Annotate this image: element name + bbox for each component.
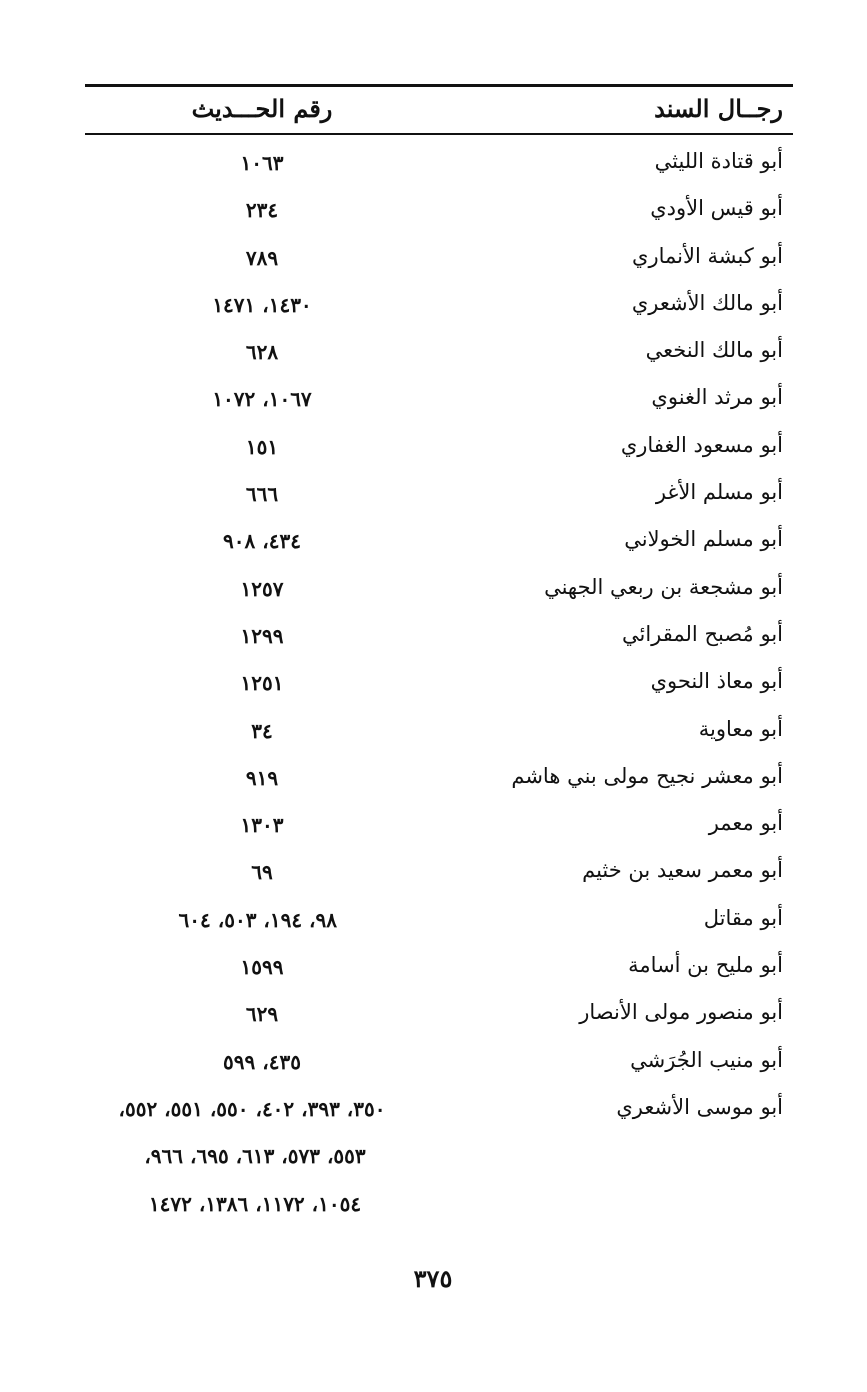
narrator-name: أبو مسلم الخولاني: [624, 527, 783, 552]
hadith-numbers: ٤٣٤، ٩٠٨: [223, 529, 301, 554]
narrator-name: أبو معاوية: [698, 716, 783, 741]
narrator-name: أبو كبشة الأنماري: [632, 243, 783, 268]
narrator-name: أبو قيس الأودي: [650, 196, 783, 221]
list-item: [85, 809, 793, 856]
narrator-name: أبو قتادة الليثي: [654, 149, 783, 173]
hadith-numbers: ١٤٣٠، ١٤٧١: [212, 292, 312, 317]
hadith-numbers: ١٠٦٧، ١٠٧٢: [212, 387, 312, 412]
hadith-numbers: ٣٤: [251, 718, 273, 743]
narrator-name: أبو مسلم الأغر: [655, 480, 783, 505]
page-number: ٣٧٥: [413, 1264, 453, 1293]
hadith-numbers: ٣٥٠، ٣٩٣، ٤٠٢، ٥٥٠، ٥٥١، ٥٥٢،: [118, 1096, 386, 1121]
list-item: [85, 431, 793, 478]
narrator-name: أبو معمر: [708, 811, 783, 836]
narrator-name: أبو مُصبح المقرائي: [622, 621, 783, 646]
list-item: [85, 856, 793, 903]
narrator-index-list: [85, 147, 793, 1235]
hadith-number-column-header: رقم الحـــديث: [191, 94, 333, 123]
narrator-name: أبو مشجعة بن ربعي الجهني: [544, 574, 783, 599]
narrator-name: أبو مرثد الغنوي: [651, 385, 783, 410]
list-item: [85, 147, 793, 194]
list-item: [85, 242, 793, 289]
list-item-continuation: [85, 1140, 793, 1187]
hadith-numbers: ٤٣٥، ٥٩٩: [223, 1049, 301, 1074]
hadith-numbers: ٦٦٦: [245, 482, 279, 507]
narrator-name: أبو منيب الجُرَشي: [630, 1047, 783, 1072]
list-item: [85, 951, 793, 998]
hadith-numbers: ٧٨٩: [245, 245, 279, 270]
list-item: [85, 762, 793, 809]
narrator-name: أبو معاذ النحوي: [650, 669, 783, 694]
narrator-name: أبو مالك النخعي: [645, 338, 783, 363]
list-item: [85, 904, 793, 951]
list-item: [85, 667, 793, 714]
hadith-numbers: ١٢٩٩: [240, 623, 284, 648]
narrator-name: أبو معمر سعيد بن خثيم: [582, 858, 783, 883]
narrator-name: أبو منصور مولى الأنصار: [579, 1000, 783, 1025]
list-item: [85, 383, 793, 430]
list-item: [85, 194, 793, 241]
list-item-continuation: [85, 1188, 793, 1235]
hadith-numbers: ١٥٩٩: [240, 955, 284, 980]
hadith-numbers: ١٣٠٣: [240, 813, 284, 838]
hadith-numbers: ٥٥٣، ٥٧٣، ٦١٣، ٦٩٥، ٩٦٦،: [144, 1144, 366, 1169]
hadith-numbers: ٩٨، ١٩٤، ٥٠٣، ٦٠٤: [178, 907, 337, 932]
list-item: [85, 998, 793, 1045]
hadith-numbers: ١٠٥٤، ١١٧٢، ١٣٨٦، ١٤٧٢: [148, 1191, 362, 1216]
hadith-numbers: ٦٢٨: [245, 340, 279, 365]
header-bottom-rule: [85, 133, 793, 135]
hadith-numbers: ٩١٩: [245, 765, 279, 790]
narrator-name: أبو مليح بن أسامة: [628, 953, 783, 978]
hadith-numbers: ١٠٦٣: [240, 151, 284, 175]
list-item: [85, 478, 793, 525]
list-item: [85, 620, 793, 667]
narrator-name: أبو مسعود الغفاري: [620, 432, 783, 457]
list-item: [85, 715, 793, 762]
list-item: [85, 289, 793, 336]
table-header: [85, 88, 793, 132]
narrator-name: أبو موسى الأشعري: [616, 1094, 783, 1119]
hadith-numbers: ٦٩: [251, 860, 273, 885]
list-item: [85, 525, 793, 572]
hadith-numbers: ١٥١: [245, 434, 279, 459]
list-item: [85, 336, 793, 383]
hadith-numbers: ١٢٥٧: [240, 576, 284, 601]
narrators-column-header: رجــال السند: [654, 94, 783, 123]
header-top-rule: [85, 84, 793, 87]
list-item: [85, 1046, 793, 1093]
narrator-name: أبو مالك الأشعري: [631, 290, 783, 315]
narrator-name: أبو مقاتل: [703, 905, 783, 930]
hadith-numbers: ٦٢٩: [245, 1002, 279, 1027]
list-item: [85, 573, 793, 620]
hadith-numbers: ١٢٥١: [240, 671, 284, 696]
list-item: [85, 1093, 793, 1140]
hadith-numbers: ٢٣٤: [245, 198, 279, 223]
narrator-name: أبو معشر نجيح مولى بني هاشم: [511, 763, 783, 788]
